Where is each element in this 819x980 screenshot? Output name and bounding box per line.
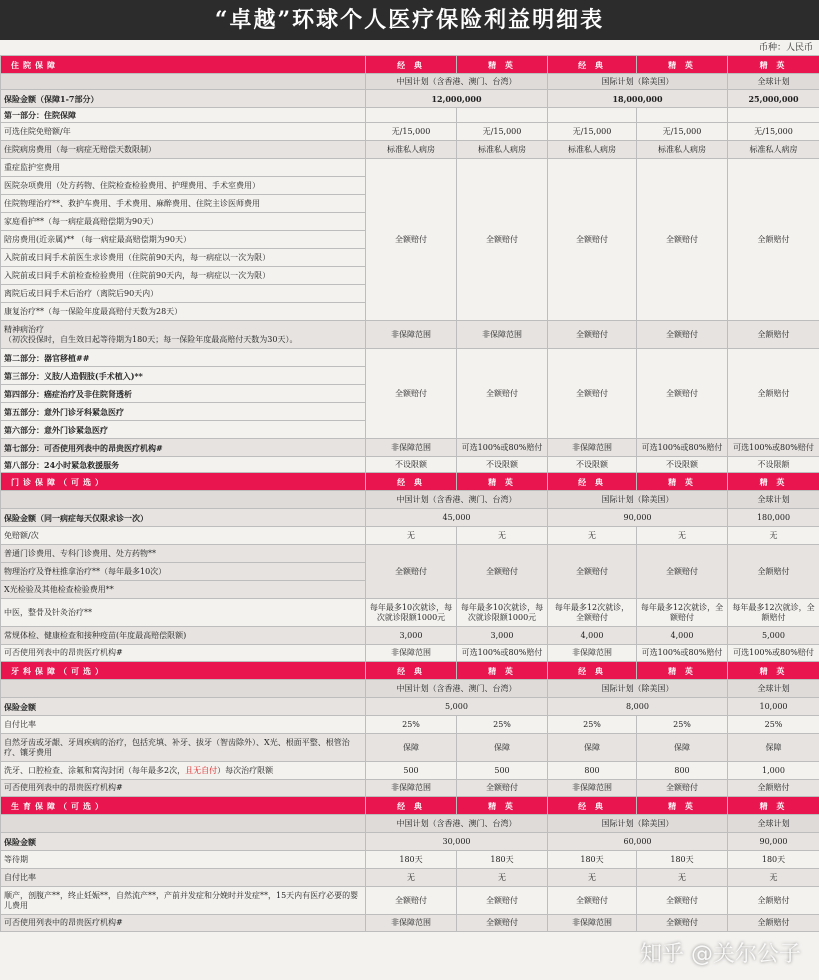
cell-value: 非保障范围 (548, 915, 637, 932)
cell-value: 全额赔付 (728, 887, 819, 915)
cell-value: 非保障范围 (366, 321, 457, 349)
row-label: 免赔额/次 (1, 527, 366, 545)
cell-value: 全额赔付 (457, 349, 548, 439)
cell-value: 无/15,000 (728, 123, 819, 141)
cell-value: 全额赔付 (457, 545, 548, 599)
row-label: 离院后或日间手术后治疗（离院后90天内） (1, 285, 366, 303)
section-title: 生育保障（可选） (1, 797, 366, 815)
cell-value: 全额赔付 (457, 887, 548, 915)
row-label (1, 321, 366, 349)
cell-value: 全额赔付 (728, 780, 819, 797)
plan-global: 全球计划 (728, 680, 819, 698)
cell-value: 全额赔付 (637, 349, 728, 439)
cell-value: 全额赔付 (548, 349, 637, 439)
cell-value: 全额赔付 (728, 545, 819, 599)
currency-note: 币种：人民币 (758, 43, 813, 53)
tier-elite: 精 英 (728, 473, 819, 491)
table-row (1, 527, 819, 545)
cell-value: 非保障范围 (366, 915, 457, 932)
cell-value: 无/15,000 (457, 123, 548, 141)
table-row (1, 716, 819, 734)
table-row (1, 851, 819, 869)
cell-value: 非保障范围 (548, 439, 637, 457)
row-label: 等待期 (1, 851, 366, 869)
cell-value: 180天 (728, 851, 819, 869)
plan-china: 中国计划（含香港、澳门、台湾） (366, 815, 548, 833)
table-row (1, 887, 819, 915)
plan-intl: 国际计划（除美国） (548, 680, 728, 698)
cell-value: 180天 (637, 851, 728, 869)
table-row (1, 509, 819, 527)
plan-row (1, 491, 819, 509)
row-label: 入院前或日间手术前检查检验费用（住院前90天内，每一病症以一次为限） (1, 267, 366, 285)
cell-value: 全额赔付 (366, 159, 457, 321)
cell-value: 无 (728, 869, 819, 887)
cell-value: 全额赔付 (728, 159, 819, 321)
cell-value: 500 (457, 762, 548, 780)
cell-value: 标准私人病房 (728, 141, 819, 159)
row-label: 康复治疗**（每一保险年度最高赔付天数为28天） (1, 303, 366, 321)
plan-intl: 国际计划（除美国） (548, 491, 728, 509)
cell-value: 180天 (457, 851, 548, 869)
row-label: 住院病房费用（每一病症无赔偿天数限制） (1, 141, 366, 159)
tier-elite: 精 英 (637, 56, 728, 74)
mental-label: 精神病治疗 (4, 324, 44, 334)
part-label: 第八部分：24小时紧急救援服务 (1, 457, 366, 473)
table-row (1, 321, 819, 349)
table-row (1, 90, 819, 108)
table-row (1, 349, 819, 367)
sum-intl: 60,000 (548, 833, 728, 851)
label-highlight: 且无自付 (185, 765, 218, 775)
sum-china: 12,000,000 (366, 90, 548, 108)
row-label: 普通门诊费用、专科门诊费用、处方药物** (1, 545, 366, 563)
cell-value: 25% (366, 716, 457, 734)
cell-value: 保障 (728, 734, 819, 762)
tier-classic: 经 典 (366, 662, 457, 680)
cell-value: 4,000 (637, 627, 728, 645)
cell-value: 每年最多12次就诊，全额赔付 (637, 599, 728, 627)
cell-value: 非保障范围 (548, 645, 637, 662)
table-row (1, 141, 819, 159)
table-row (1, 159, 819, 177)
page-title: “卓越”环球个人医疗保险利益明细表 (0, 0, 819, 40)
cell-value: 标准私人病房 (457, 141, 548, 159)
mental-note: （初次投保时，自生效日起等待期为180天；每一保险年度最高赔付天数为30天）。 (4, 334, 298, 344)
sum-intl: 8,000 (548, 698, 728, 716)
tier-elite: 精 英 (457, 662, 548, 680)
cell-value: 5,000 (728, 627, 819, 645)
row-label: X光检验及其他检查检验费用** (1, 581, 366, 599)
cell-value: 可选100%或80%赔付 (457, 439, 548, 457)
table-row (1, 762, 819, 780)
label-part: 洗牙、口腔检查、涂氟和窝沟封闭（每年最多2次， (4, 765, 186, 775)
part-label: 第四部分：癌症治疗及非住院肾透析 (1, 385, 366, 403)
cell-value: 无/15,000 (548, 123, 637, 141)
row-label: 保险金额 (1, 833, 366, 851)
row-label: 保险金额（同一病症每天仅限求诊一次） (1, 509, 366, 527)
part-label: 第三部分：义肢/人造假肢(手术植入)** (1, 367, 366, 385)
cell-value: 全额赔付 (637, 545, 728, 599)
plan-china: 中国计划（含香港、澳门、台湾） (366, 680, 548, 698)
cell-value: 不设限额 (457, 457, 548, 473)
tier-elite: 精 英 (457, 473, 548, 491)
tier-classic: 经 典 (548, 473, 637, 491)
section-header-inpatient (1, 56, 819, 74)
cell-value: 全额赔付 (548, 321, 637, 349)
cell-value: 全额赔付 (457, 159, 548, 321)
cell-value: 可选100%或80%赔付 (637, 645, 728, 662)
row-label: 常规体检、健康检查和接种疫苗(年度最高赔偿限额) (1, 627, 366, 645)
row-label (1, 762, 366, 780)
cell-value: 全额赔付 (637, 780, 728, 797)
row-label: 保险金额 (1, 698, 366, 716)
cell-value: 全额赔付 (366, 349, 457, 439)
part-label: 第七部分：可否使用列表中的昂贵医疗机构# (1, 439, 366, 457)
part-label: 第五部分：意外门诊牙科紧急医疗 (1, 403, 366, 421)
sum-intl: 18,000,000 (548, 90, 728, 108)
row-label: 可否使用列表中的昂贵医疗机构# (1, 780, 366, 797)
row-label: 自付比率 (1, 869, 366, 887)
row-label: 入院前或日间手术前医生求诊费用（住院前90天内，每一病症以一次为限） (1, 249, 366, 267)
tier-classic: 经 典 (366, 473, 457, 491)
cell-value: 标准私人病房 (548, 141, 637, 159)
tier-elite: 精 英 (457, 56, 548, 74)
cell-value: 非保障范围 (457, 321, 548, 349)
section-header-maternity (1, 797, 819, 815)
cell-value: 全额赔付 (728, 321, 819, 349)
tier-classic: 经 典 (366, 56, 457, 74)
cell-value: 全额赔付 (637, 915, 728, 932)
cell-value: 无 (366, 527, 457, 545)
cell-value: 标准私人病房 (366, 141, 457, 159)
section-title: 住院保障 (1, 56, 366, 74)
cell-value: 不设限额 (637, 457, 728, 473)
cell-value: 保障 (548, 734, 637, 762)
label-part: ）每次治疗限额 (217, 765, 274, 775)
cell-value: 可选100%或80%赔付 (637, 439, 728, 457)
cell-value: 非保障范围 (548, 780, 637, 797)
table-row (1, 780, 819, 797)
cell-value: 全额赔付 (366, 545, 457, 599)
cell-value: 全额赔付 (548, 887, 637, 915)
table-row (1, 439, 819, 457)
plan-intl: 国际计划（除美国） (548, 74, 728, 90)
tier-elite: 精 英 (728, 662, 819, 680)
row-label: 医院杂项费用（处方药物、住院检查检验费用、护理费用、手术室费用） (1, 177, 366, 195)
plan-global: 全球计划 (728, 74, 819, 90)
plan-row (1, 74, 819, 90)
cell-value: 180天 (548, 851, 637, 869)
section-title: 牙科保障（可选） (1, 662, 366, 680)
sum-global: 25,000,000 (728, 90, 819, 108)
cell-value: 全额赔付 (457, 915, 548, 932)
watermark: 知乎 @关尔公子 (640, 942, 801, 967)
plan-row (1, 815, 819, 833)
sum-china: 45,000 (366, 509, 548, 527)
cell-value: 每年最多12次就诊，全额赔付 (548, 599, 637, 627)
sum-global: 10,000 (728, 698, 819, 716)
cell-value: 全额赔付 (728, 349, 819, 439)
table-row (1, 833, 819, 851)
row-label: 顺产，剖腹产**，终止妊娠**，自然流产**，产前并发症和分娩时并发症**，15天内有医疗必要的婴儿费用 (1, 887, 366, 915)
cell-value: 25% (548, 716, 637, 734)
row-label: 中医，整骨及针灸治疗** (1, 599, 366, 627)
row-label: 陪房费用(近亲属)** （每一病症最高赔偿期为90天） (1, 231, 366, 249)
table-row (1, 599, 819, 627)
cell-value: 25% (457, 716, 548, 734)
cell-value: 500 (366, 762, 457, 780)
row-label: 自付比率 (1, 716, 366, 734)
cell-value: 可选100%或80%赔付 (728, 645, 819, 662)
cell-value: 全额赔付 (637, 887, 728, 915)
cell-value: 无 (548, 869, 637, 887)
cell-value: 全额赔付 (637, 321, 728, 349)
cell-value: 180天 (366, 851, 457, 869)
table-row (1, 457, 819, 473)
cell-value: 3,000 (366, 627, 457, 645)
sum-china: 5,000 (366, 698, 548, 716)
cell-value: 无 (637, 527, 728, 545)
table-row (1, 698, 819, 716)
row-label: 可否使用列表中的昂贵医疗机构# (1, 915, 366, 932)
tier-classic: 经 典 (548, 797, 637, 815)
cell-value: 不设限额 (728, 457, 819, 473)
plan-china: 中国计划（含香港、澳门、台湾） (366, 74, 548, 90)
plan-intl: 国际计划（除美国） (548, 815, 728, 833)
plan-row (1, 680, 819, 698)
table-row (1, 915, 819, 932)
cell-value: 800 (637, 762, 728, 780)
tier-elite: 精 英 (457, 797, 548, 815)
table-row (1, 645, 819, 662)
tier-classic: 经 典 (366, 797, 457, 815)
section-header-dental (1, 662, 819, 680)
cell-value: 可选100%或80%赔付 (457, 645, 548, 662)
benefits-table (0, 55, 819, 932)
cell-value: 每年最多10次就诊，每次就诊限额1000元 (366, 599, 457, 627)
plan-china: 中国计划（含香港、澳门、台湾） (366, 491, 548, 509)
cell-value: 全额赔付 (548, 159, 637, 321)
cell-value: 不设限额 (366, 457, 457, 473)
cell-value: 1,000 (728, 762, 819, 780)
row-label: 保险金额（保障1-7部分） (1, 90, 366, 108)
sum-intl: 90,000 (548, 509, 728, 527)
cell-value: 800 (548, 762, 637, 780)
part-label: 第一部分：住院保障 (1, 108, 366, 123)
cell-value: 4,000 (548, 627, 637, 645)
cell-value: 保障 (366, 734, 457, 762)
cell-value: 非保障范围 (366, 780, 457, 797)
tier-classic: 经 典 (548, 56, 637, 74)
row-label: 可否使用列表中的昂贵医疗机构# (1, 645, 366, 662)
table-row (1, 123, 819, 141)
table-row (1, 627, 819, 645)
cell-value: 全额赔付 (366, 887, 457, 915)
cell-value: 非保障范围 (366, 645, 457, 662)
cell-value: 全额赔付 (637, 159, 728, 321)
tier-elite: 精 英 (637, 797, 728, 815)
cell-value: 无 (366, 869, 457, 887)
row-label: 家庭看护**（每一病症最高赔偿期为90天） (1, 213, 366, 231)
cell-value: 可选100%或80%赔付 (728, 439, 819, 457)
section-title: 门诊保障（可选） (1, 473, 366, 491)
cell-value: 25% (728, 716, 819, 734)
sum-global: 180,000 (728, 509, 819, 527)
cell-value: 无/15,000 (637, 123, 728, 141)
cell-value: 不设限额 (548, 457, 637, 473)
cell-value: 每年最多12次就诊，全额赔付 (728, 599, 819, 627)
cell-value: 每年最多10次就诊，每次就诊限额1000元 (457, 599, 548, 627)
cell-value: 全额赔付 (548, 545, 637, 599)
table-row (1, 108, 819, 123)
cell-value: 保障 (637, 734, 728, 762)
row-label: 重症监护室费用 (1, 159, 366, 177)
cell-value: 非保障范围 (366, 439, 457, 457)
table-row (1, 869, 819, 887)
sum-china: 30,000 (366, 833, 548, 851)
cell-value: 全额赔付 (728, 915, 819, 932)
cell-value: 全额赔付 (457, 780, 548, 797)
cell-value: 25% (637, 716, 728, 734)
row-label: 住院物理治疗**、救护车费用、手术费用、麻醉费用、住院主诊医师费用 (1, 195, 366, 213)
part-label: 第二部分：器官移植## (1, 349, 366, 367)
row-label: 自然牙齿或牙龈、牙周疾病的治疗，包括充填、补牙、拔牙（智齿除外）、X光、根面平整、根管治疗、镶牙费用 (1, 734, 366, 762)
table-row (1, 734, 819, 762)
cell-value: 无 (457, 869, 548, 887)
cell-value: 无 (728, 527, 819, 545)
tier-classic: 经 典 (548, 662, 637, 680)
plan-global: 全球计划 (728, 491, 819, 509)
tier-elite: 精 英 (637, 473, 728, 491)
section-header-outpatient (1, 473, 819, 491)
cell-value: 无 (637, 869, 728, 887)
plan-global: 全球计划 (728, 815, 819, 833)
cell-value: 标准私人病房 (637, 141, 728, 159)
cell-value: 无/15,000 (366, 123, 457, 141)
part-label: 第六部分：意外门诊紧急医疗 (1, 421, 366, 439)
cell-value: 无 (457, 527, 548, 545)
cell-value: 无 (548, 527, 637, 545)
table-row (1, 545, 819, 563)
sum-global: 90,000 (728, 833, 819, 851)
cell-value: 保障 (457, 734, 548, 762)
tier-elite: 精 英 (728, 56, 819, 74)
row-label: 物理治疗及脊柱推拿治疗**（每年最多10次） (1, 563, 366, 581)
tier-elite: 精 英 (728, 797, 819, 815)
row-label: 可选住院免赔额/年 (1, 123, 366, 141)
cell-value: 3,000 (457, 627, 548, 645)
tier-elite: 精 英 (637, 662, 728, 680)
